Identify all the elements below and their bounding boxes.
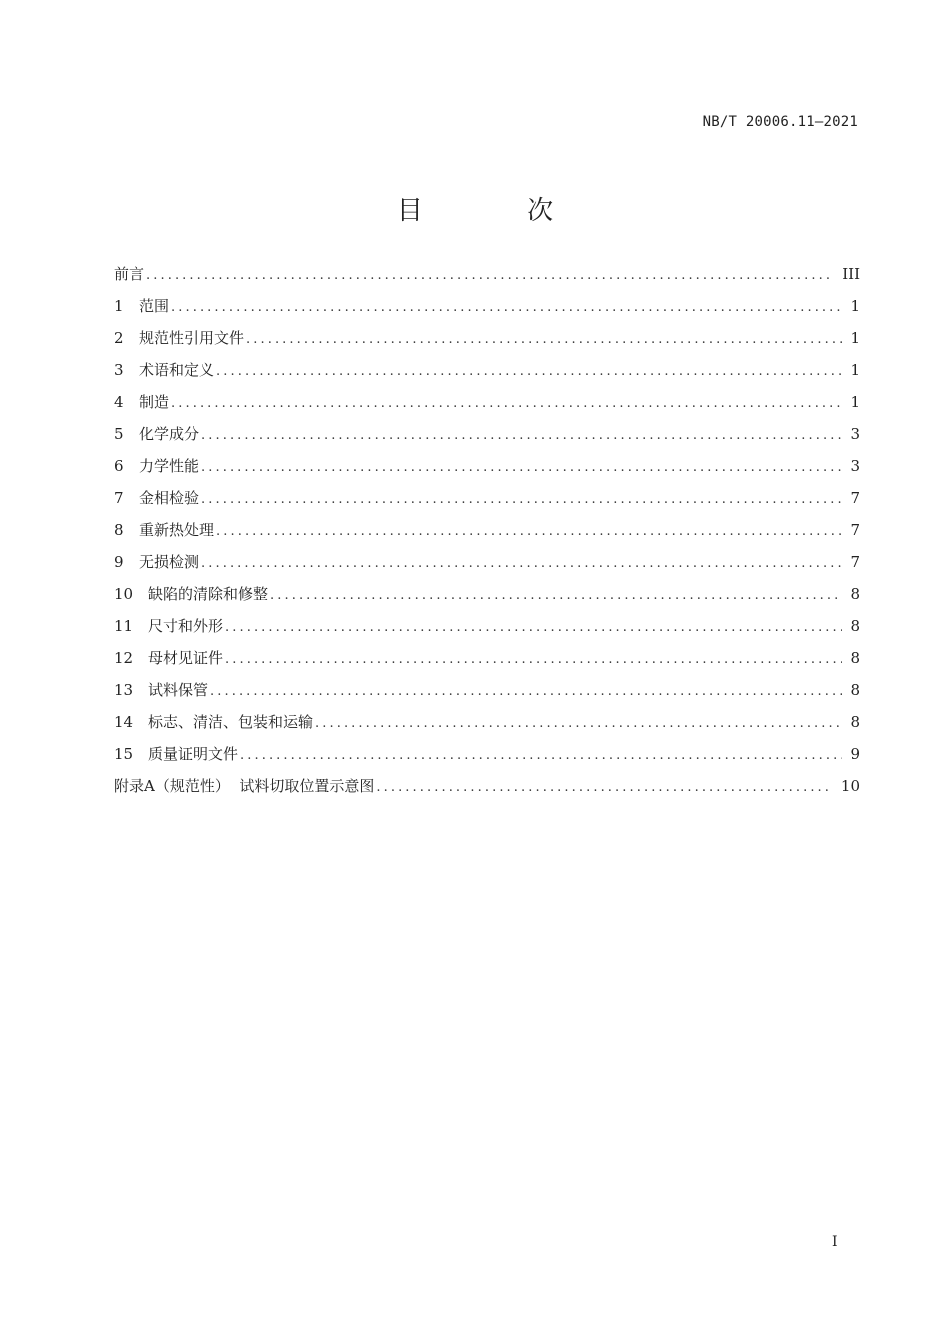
toc-page: 1 (850, 329, 860, 347)
toc-leader (376, 772, 833, 804)
toc-number: 13 (114, 681, 134, 699)
toc-item-4[interactable] (114, 386, 860, 418)
toc-page: 7 (850, 521, 860, 539)
toc-label: 无损检测 (139, 553, 200, 571)
toc-label: 前言 (114, 265, 145, 283)
toc-label: 术语和定义 (139, 361, 215, 379)
toc-label: 规范性引用文件 (139, 329, 245, 347)
toc-item-12[interactable] (114, 642, 860, 674)
toc-number: 4 (114, 393, 124, 411)
toc-page: 8 (850, 617, 860, 635)
toc-number: 15 (114, 745, 134, 763)
standard-number: NB/T 20006.11—2021 (702, 114, 858, 130)
toc-page: 8 (850, 681, 860, 699)
toc-label: 尺寸和外形 (148, 617, 224, 635)
toc-leader (210, 676, 842, 708)
page-number: I (832, 1234, 838, 1250)
page-title: 目 次 (396, 196, 602, 226)
toc-page: 8 (850, 713, 860, 731)
toc-label: 力学性能 (139, 457, 200, 475)
toc-item-7[interactable] (114, 482, 860, 514)
table-of-contents (114, 258, 860, 802)
toc-item-9[interactable] (114, 546, 860, 578)
toc-leader (216, 356, 842, 388)
toc-page: III (842, 265, 860, 283)
toc-leader (216, 516, 842, 548)
toc-leader (225, 644, 842, 676)
toc-label: 缺陷的清除和修整 (148, 585, 269, 603)
toc-page: 10 (840, 777, 860, 795)
toc-page: 8 (850, 649, 860, 667)
toc-number: 5 (114, 425, 124, 443)
toc-number: 11 (114, 617, 134, 635)
toc-number: 3 (114, 361, 124, 379)
toc-leader (146, 260, 834, 292)
toc-leader (201, 420, 842, 452)
toc-number: 6 (114, 457, 124, 475)
toc-page: 3 (850, 425, 860, 443)
toc-number: 8 (114, 521, 124, 539)
toc-leader (171, 388, 842, 420)
toc-leader (171, 292, 842, 324)
toc-item-8[interactable] (114, 514, 860, 546)
toc-page: 1 (850, 393, 860, 411)
toc-label: 母材见证件 (148, 649, 224, 667)
toc-page: 9 (850, 745, 860, 763)
toc-page: 7 (850, 553, 860, 571)
toc-leader (315, 708, 842, 740)
toc-leader (201, 452, 842, 484)
toc-label: 试料保管 (148, 681, 209, 699)
toc-leader (201, 548, 842, 580)
toc-page: 8 (850, 585, 860, 603)
toc-label: 范围 (139, 297, 170, 315)
toc-item-annex-a[interactable] (114, 770, 860, 802)
toc-item-14[interactable] (114, 706, 860, 738)
toc-item-15[interactable] (114, 738, 860, 770)
toc-number: 14 (114, 713, 134, 731)
toc-label: 标志、清洁、包装和运输 (148, 713, 314, 731)
toc-number: 1 (114, 297, 124, 315)
toc-leader (240, 740, 842, 772)
toc-item-1[interactable] (114, 290, 860, 322)
toc-number: 12 (114, 649, 134, 667)
toc-leader (225, 612, 842, 644)
toc-label: 附录A（规范性） 试料切取位置示意图 (114, 777, 375, 795)
toc-page: 1 (850, 297, 860, 315)
toc-item-3[interactable] (114, 354, 860, 386)
toc-page: 1 (850, 361, 860, 379)
toc-leader (201, 484, 842, 516)
toc-item-10[interactable] (114, 578, 860, 610)
toc-item-preface[interactable] (114, 258, 860, 290)
toc-page: 7 (850, 489, 860, 507)
toc-label: 制造 (139, 393, 170, 411)
toc-number: 7 (114, 489, 124, 507)
toc-number: 9 (114, 553, 124, 571)
toc-label: 质量证明文件 (148, 745, 239, 763)
toc-label: 金相检验 (139, 489, 200, 507)
toc-leader (270, 580, 842, 612)
toc-number: 10 (114, 585, 134, 603)
toc-page: 3 (850, 457, 860, 475)
toc-item-11[interactable] (114, 610, 860, 642)
toc-leader (246, 324, 842, 356)
toc-item-5[interactable] (114, 418, 860, 450)
toc-item-2[interactable] (114, 322, 860, 354)
toc-label: 重新热处理 (139, 521, 215, 539)
toc-item-6[interactable] (114, 450, 860, 482)
toc-number: 2 (114, 329, 124, 347)
toc-label: 化学成分 (139, 425, 200, 443)
toc-item-13[interactable] (114, 674, 860, 706)
